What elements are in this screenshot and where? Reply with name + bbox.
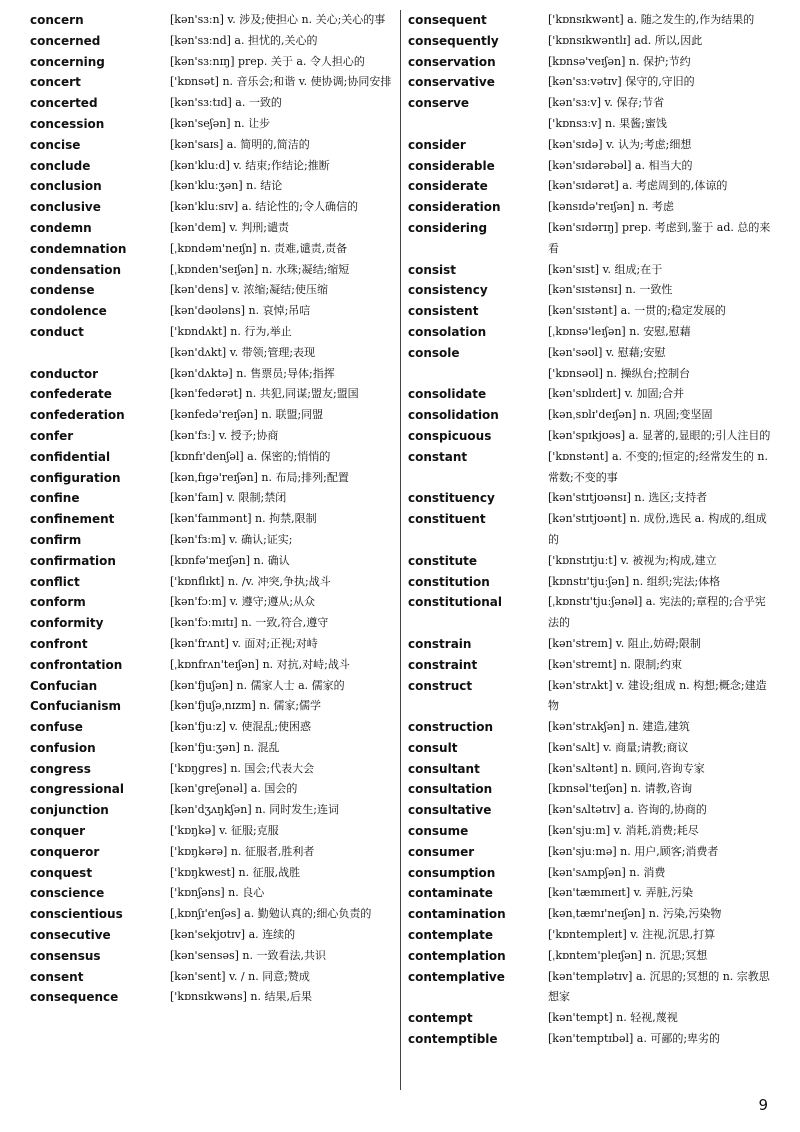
headword: consequent <box>408 13 487 27</box>
dictionary-entry <box>30 904 394 925</box>
definition: [kən'fɔːmɪtɪ] n. 一致,符合,遵守 <box>170 616 329 630</box>
headword: contempt <box>408 1011 473 1026</box>
headword: conflict <box>30 574 80 589</box>
definition: [kən'tæmɪneɪt] v. 弄脏,污染 <box>548 886 694 900</box>
headword: constant <box>408 449 468 464</box>
headword: confidential <box>30 449 111 464</box>
dictionary-entry <box>408 842 772 863</box>
headword: constituency <box>408 491 495 506</box>
dictionary-entry <box>408 405 772 426</box>
dictionary-entry <box>408 10 772 31</box>
dictionary-entry <box>408 717 772 738</box>
definition: [ˌkɒnden'seɪʃən] n. 水珠;凝结;缩短 <box>170 262 350 276</box>
definition: [kən'fedərət] n. 共犯,同谋;盟友;盟国 <box>170 387 359 401</box>
headword: conscientious <box>30 907 123 922</box>
dictionary-entry <box>30 405 394 426</box>
headword: consistency <box>408 283 488 298</box>
definition: [kən'sensəs] n. 一致看法,共识 <box>170 948 326 962</box>
headword: constraint <box>408 657 478 672</box>
definition: [kən'fɜːm] v. 确认;证实; <box>170 532 293 546</box>
dictionary-entry <box>408 135 772 156</box>
dictionary-entry <box>408 655 772 676</box>
dictionary-entry <box>30 156 394 177</box>
dictionary-entry <box>30 655 394 676</box>
headword: concession <box>30 116 105 131</box>
dictionary-entry <box>408 592 772 634</box>
dictionary-entry <box>30 384 394 405</box>
definition: ['kɒŋgres] n. 国会;代表大会 <box>170 761 315 775</box>
headword: conquer <box>30 824 86 839</box>
definition: [kən'sɪdərəbəl] a. 相当大的 <box>548 158 693 172</box>
dictionary-entry <box>30 218 394 239</box>
definition: [ˌkɒntem'pleɪʃən] n. 沉思;冥想 <box>548 948 708 962</box>
dictionary-entry <box>30 135 394 156</box>
definition: ['kɒnsəʊl] n. 操纵台;控制台 <box>548 366 691 380</box>
definition: [kən'dʌkt] v. 带领;管理;表现 <box>170 345 316 359</box>
dictionary-entry <box>30 468 394 489</box>
headword: confusion <box>30 740 96 755</box>
headword: concerning <box>30 54 105 69</box>
column-divider <box>400 10 401 1090</box>
dictionary-entry <box>408 821 772 842</box>
headword: condemn <box>30 220 92 235</box>
definition: [kən'streɪnt] n. 限制;约束 <box>548 657 683 671</box>
dictionary-entry <box>30 197 394 218</box>
dictionary-entry <box>408 488 772 509</box>
definition: [kən'kluːd] v. 结束;作结论;推断 <box>170 158 330 172</box>
dictionary-entry <box>30 842 394 863</box>
definition: [kən'faɪn] v. 限制;禁闭 <box>170 491 287 505</box>
dictionary-entry <box>408 863 772 884</box>
dictionary-entry <box>408 218 772 260</box>
headword: consider <box>408 137 466 152</box>
definition: ['kɒndʌkt] n. 行为,举止 <box>170 324 292 338</box>
definition: [kən'dəʊləns] n. 哀悼;吊唁 <box>170 304 311 318</box>
dictionary-entry <box>30 364 394 385</box>
dictionary-entry <box>30 987 394 1008</box>
definition: [kən'frʌnt] v. 面对;正视;对峙 <box>170 636 318 650</box>
definition: [kən'sɜːn] v. 涉及;使担心 n. 关心;关心的事 <box>170 13 386 26</box>
dictionary-entry <box>408 260 772 281</box>
definition: [kən'sɪdərət] a. 考虑周到的,体谅的 <box>548 179 728 193</box>
definition: [ˌkɒndəm'neɪʃn] n. 责难,谴责,责备 <box>170 241 348 255</box>
headword: concerted <box>30 96 98 111</box>
dictionary-entry <box>30 72 394 93</box>
headword: condense <box>30 283 95 298</box>
headword: contemplate <box>408 928 493 943</box>
dictionary-entry <box>408 738 772 759</box>
dictionary-entry <box>30 863 394 884</box>
definition: [kən'fɔːm] v. 遵守;遵从;从众 <box>170 595 316 609</box>
headword: consolation <box>408 324 487 339</box>
definition: [kən'temptɪbəl] a. 可鄙的;卑劣的 <box>548 1032 721 1046</box>
definition: [kən'streɪn] v. 阻止,妨碍;限制 <box>548 636 701 650</box>
headword: consumer <box>408 844 475 859</box>
dictionary-entry <box>408 52 772 73</box>
headword: conclude <box>30 158 91 173</box>
definition: [kən'stɪtjʊənt] n. 成份,选民 a. 构成的,组成的 <box>548 512 767 546</box>
dictionary-entry <box>30 592 394 613</box>
definition: [ˌkɒnfrʌn'teɪʃən] n. 对抗,对峙;战斗 <box>170 657 350 671</box>
headword: contemplative <box>408 969 505 984</box>
dictionary-entry <box>30 488 394 509</box>
dictionary-entry <box>408 883 772 904</box>
headword: consist <box>408 262 457 277</box>
dictionary-entry <box>30 114 394 135</box>
headword: consecutive <box>30 928 111 943</box>
dictionary-entry <box>30 821 394 842</box>
dictionary-entry <box>408 72 772 93</box>
definition: ['kɒnsət] n. 音乐会;和谐 v. 使协调;协同安排 <box>170 75 392 89</box>
dictionary-entry <box>408 447 772 489</box>
dictionary-entry <box>408 197 772 218</box>
dictionary-entry <box>408 946 772 967</box>
definition: ['kɒnstənt] a. 不变的;恒定的;经常发生的 n. 常数;不变的事 <box>548 449 769 484</box>
definition: [kən'sɜːnɪŋ] prep. 关于 a. 令人担心的 <box>170 54 365 68</box>
dictionary-entry <box>408 343 772 364</box>
definition: ['kɒŋkərə] n. 征服者,胜利者 <box>170 844 315 858</box>
headword: constitute <box>408 553 478 568</box>
headword: conquest <box>30 865 93 880</box>
dictionary-entry <box>30 10 394 31</box>
dictionary-entry <box>408 1029 772 1050</box>
definition: [kən'səʊl] v. 慰藉;安慰 <box>548 345 666 359</box>
headword: contemptible <box>408 1032 498 1047</box>
dictionary-entry <box>408 280 772 301</box>
headword: confederate <box>30 387 112 402</box>
headword: consult <box>408 740 458 755</box>
definition: [kən'dem] v. 判刑;谴责 <box>170 220 289 234</box>
headword: concert <box>30 75 81 90</box>
headword: Confucian <box>30 678 98 693</box>
dictionary-entry <box>30 52 394 73</box>
headword: consumption <box>408 865 496 880</box>
definition: [kɒnsə'veɪʃən] n. 保护;节约 <box>548 54 691 68</box>
dictionary-entry <box>30 613 394 634</box>
dictionary-entry <box>30 31 394 52</box>
headword: conspicuous <box>408 428 492 443</box>
headword: consultation <box>408 782 493 797</box>
dictionary-entry <box>408 676 772 718</box>
definition: [kən'sɜːnd] a. 担忧的,关心的 <box>170 33 318 47</box>
definition: [kən'sent] v. / n. 同意;赞成 <box>170 969 310 983</box>
headword: consensus <box>30 948 101 963</box>
definition: ['kɒnsɪkwənt] a. 随之发生的,作为结果的 <box>548 13 755 26</box>
dictionary-entry <box>408 322 772 343</box>
headword: confrontation <box>30 657 123 672</box>
dictionary-entry <box>408 779 772 800</box>
dictionary-entry <box>408 93 772 114</box>
headword: confront <box>30 636 88 651</box>
headword: conservative <box>408 75 495 90</box>
headword: construct <box>408 678 473 693</box>
definition: [kən'strʌkʃən] n. 建造,建筑 <box>548 720 690 734</box>
definition: [kən'fɜː] v. 授予;协商 <box>170 428 279 442</box>
definition: ['kɒnsɜːv] n. 果酱;蜜饯 <box>548 116 667 130</box>
headword: Confucianism <box>30 699 121 714</box>
headword: consequence <box>30 990 119 1005</box>
headword: consultant <box>408 761 480 776</box>
headword: confinement <box>30 512 115 527</box>
dictionary-entry <box>408 759 772 780</box>
headword: contaminate <box>408 886 493 901</box>
dictionary-entry <box>408 572 772 593</box>
headword: constitution <box>408 574 490 589</box>
definition: [kən'sɪstənt] a. 一贯的;稳定发展的 <box>548 304 726 318</box>
headword: consume <box>408 824 469 839</box>
headword: conform <box>30 595 86 610</box>
dictionary-entry <box>408 31 772 52</box>
headword: concise <box>30 137 81 152</box>
dictionary-entry <box>408 1008 772 1029</box>
headword: constitutional <box>408 595 503 610</box>
definition: [kən'strʌkt] v. 建设;组成 n. 构想;概念;建造物 <box>548 678 767 713</box>
definition: [kən'spɪkjʊəs] a. 显著的,显眼的;引人注目的 <box>548 428 771 442</box>
dictionary-entry <box>30 967 394 988</box>
definition: ['kɒnstɪtjuːt] v. 被视为;构成,建立 <box>548 553 717 567</box>
headword: conqueror <box>30 844 100 859</box>
definition: [kən'greʃənəl] a. 国会的 <box>170 782 298 796</box>
headword: condemnation <box>30 241 127 256</box>
dictionary-entry <box>30 280 394 301</box>
headword: considerate <box>408 179 488 194</box>
definition: [kən'saɪs] a. 简明的,简洁的 <box>170 137 310 151</box>
dictionary-entry <box>408 634 772 655</box>
dictionary-entry <box>408 509 772 551</box>
definition: ['kɒŋkwest] n. 征服,战胜 <box>170 865 301 879</box>
definition: [kən'dens] v. 浓缩;凝结;使压缩 <box>170 283 328 297</box>
definition: [kən'templətɪv] a. 沉思的;冥想的 n. 宗教思想家 <box>548 969 770 1004</box>
headword: conservation <box>408 54 496 69</box>
dictionary-entry <box>30 883 394 904</box>
definition: [kənˌfɪɡə'reɪʃən] n. 布局;排列;配置 <box>170 470 349 484</box>
definition: [kən'sjuːm] v. 消耗,消费;耗尽 <box>548 824 699 838</box>
definition: [kən'sʌlt] v. 商量;请教;商议 <box>548 740 689 754</box>
dictionary-entry <box>30 239 394 260</box>
headword: confederation <box>30 408 125 423</box>
definition: [kən'sɪstənsɪ] n. 一致性 <box>548 283 673 297</box>
definition: [kən'sɪdərɪŋ] prep. 考虑到,鉴于 ad. 总的来看 <box>548 220 771 255</box>
headword: conduct <box>30 324 84 339</box>
right-column <box>408 10 772 1050</box>
headword: consent <box>30 969 84 984</box>
definition: [kən'sɪdə] v. 认为;考虑;细想 <box>548 137 692 151</box>
definition: [kən'dʒʌŋkʃən] n. 同时发生;连词 <box>170 803 339 817</box>
definition: ['kɒŋkə] v. 征服;克服 <box>170 824 279 838</box>
headword: contamination <box>408 907 506 922</box>
headword: conductor <box>30 366 99 381</box>
definition: [kən'tempt] n. 轻视,蔑视 <box>548 1011 678 1025</box>
definition: [kən'fjuʃəˌnɪzm] n. 儒家;儒学 <box>170 699 322 713</box>
headword: consistent <box>408 304 479 319</box>
dictionary-entry <box>30 717 394 738</box>
dictionary-entry <box>30 759 394 780</box>
headword: consolidate <box>408 387 487 402</box>
headword: consideration <box>408 200 501 215</box>
dictionary-entry <box>408 925 772 946</box>
headword: congress <box>30 761 91 776</box>
dictionary-entry <box>30 738 394 759</box>
definition: [kən'seʃən] n. 让步 <box>170 116 271 130</box>
definition: [kən'sɒlɪdeɪt] v. 加固;合并 <box>548 387 685 401</box>
dictionary-entry <box>408 904 772 925</box>
definition: [kənfedə'reɪʃən] n. 联盟;同盟 <box>170 408 324 422</box>
dictionary-entry <box>30 447 394 468</box>
definition: [kən'sɜːtɪd] a. 一致的 <box>170 96 282 110</box>
definition: [kən'sʌltənt] n. 顾问,咨询专家 <box>548 761 705 775</box>
definition: ['kɒntempleɪt] v. 注视,沉思,打算 <box>548 928 716 942</box>
headword: concern <box>30 13 84 27</box>
headword: confine <box>30 491 80 506</box>
headword: constrain <box>408 636 472 651</box>
headword: consultative <box>408 803 492 818</box>
dictionary-entry <box>30 509 394 530</box>
headword: constituent <box>408 512 486 527</box>
dictionary-entry <box>408 364 772 385</box>
headword: conformity <box>30 616 104 631</box>
definition: [kən'fjuʃən] n. 儒家人士 a. 儒家的 <box>170 678 345 692</box>
definition: ['kɒnʃəns] n. 良心 <box>170 886 265 900</box>
headword: confuse <box>30 720 83 735</box>
headword: console <box>408 345 460 360</box>
dictionary-entry <box>30 301 394 322</box>
definition: [kən'fjuːz] v. 使混乱;使困惑 <box>170 720 312 734</box>
dictionary-entry <box>408 800 772 821</box>
definition: [kən'sekjʊtɪv] a. 连续的 <box>170 928 296 942</box>
definition: [kən'faɪnmənt] n. 拘禁,限制 <box>170 512 317 526</box>
dictionary-entry <box>30 800 394 821</box>
definition: [kən'kluːsɪv] a. 结论性的;令人确信的 <box>170 200 358 214</box>
dictionary-entry <box>30 176 394 197</box>
headword: condensation <box>30 262 122 277</box>
dictionary-entry <box>408 384 772 405</box>
definition: [ˌkɒnstɪ'tjuːʃənəl] a. 宪法的;章程的;合乎宪法的 <box>548 595 766 630</box>
definition: [kənˌtæmɪ'neɪʃən] n. 污染,污染物 <box>548 907 722 921</box>
headword: configuration <box>30 470 121 485</box>
headword: congressional <box>30 782 124 797</box>
dictionary-entry <box>30 530 394 551</box>
dictionary-entry <box>30 696 394 717</box>
dictionary-entry <box>30 343 394 364</box>
headword: condolence <box>30 304 107 319</box>
definition: ['kɒnsɪkwəns] n. 结果,后果 <box>170 990 312 1004</box>
definition: [kənsɪdə'reɪʃən] n. 考虑 <box>548 200 675 214</box>
definition: [kən'sʌltətɪv] a. 咨询的,协商的 <box>548 803 707 817</box>
definition: [kən'kluːʒən] n. 结论 <box>170 179 283 193</box>
headword: conjunction <box>30 803 109 818</box>
definition: [kən'sɜːvətɪv] 保守的,守旧的 <box>548 75 695 89</box>
definition: ['kɒnsɪkwəntlɪ] ad. 所以,因此 <box>548 33 703 47</box>
dictionary-entry <box>30 779 394 800</box>
headword: construction <box>408 720 493 735</box>
dictionary-entry <box>30 676 394 697</box>
dictionary-entry <box>408 114 772 135</box>
dictionary-entry <box>408 426 772 447</box>
definition: [kən'sjuːmə] n. 用户,顾客;消费者 <box>548 844 719 858</box>
dictionary-entry <box>30 572 394 593</box>
headword: conscience <box>30 886 105 901</box>
definition: [kənˌsɒlɪ'deɪʃən] n. 巩固;变坚固 <box>548 408 713 422</box>
definition: [kɒnstɪ'tjuːʃən] n. 组织;宪法;体格 <box>548 574 721 588</box>
dictionary-entry <box>408 176 772 197</box>
definition: [kən'sɪst] v. 组成;在于 <box>548 262 663 276</box>
dictionary-entry <box>30 946 394 967</box>
headword: conserve <box>408 96 470 111</box>
dictionary-entry <box>408 551 772 572</box>
headword: conclusive <box>30 200 101 215</box>
definition: [ˌkɒnʃɪ'enʃəs] a. 勤勉认真的;细心负责的 <box>170 907 372 921</box>
definition: [kən'fjuːʒən] n. 混乱 <box>170 740 280 754</box>
definition: [kən'sʌmpʃən] n. 消费 <box>548 865 666 879</box>
headword: consequently <box>408 33 499 48</box>
headword: consolidation <box>408 408 499 423</box>
dictionary-entry <box>408 301 772 322</box>
definition: [kɒnfə'meɪʃən] n. 确认 <box>170 553 290 567</box>
definition: [ˌkɒnsə'leɪʃən] n. 安慰,慰藉 <box>548 324 691 338</box>
headword: considering <box>408 220 488 235</box>
dictionary-entry <box>30 322 394 343</box>
definition: [kɒnsəl'teɪʃən] n. 请教,咨询 <box>548 782 693 796</box>
definition: [kən'stɪtjʊənsɪ] n. 选区;支持者 <box>548 491 708 505</box>
dictionary-entry <box>408 156 772 177</box>
headword: contemplation <box>408 948 506 963</box>
left-column <box>30 10 394 1008</box>
dictionary-entry <box>30 634 394 655</box>
dictionary-entry <box>30 93 394 114</box>
headword: concerned <box>30 33 101 48</box>
definition: [kən'sɜːv] v. 保存;节省 <box>548 96 665 110</box>
dictionary-entry <box>30 551 394 572</box>
headword: confirm <box>30 532 82 547</box>
definition: ['kɒnflɪkt] n. /v. 冲突,争执;战斗 <box>170 574 331 588</box>
headword: conclusion <box>30 179 102 194</box>
headword: considerable <box>408 158 495 173</box>
dictionary-entry <box>30 925 394 946</box>
dictionary-entry <box>30 260 394 281</box>
headword: confer <box>30 428 74 443</box>
dictionary-entry <box>30 426 394 447</box>
headword: confirmation <box>30 553 116 568</box>
definition: [kɒnfɪ'denʃəl] a. 保密的;悄悄的 <box>170 449 331 463</box>
page-number: 9 <box>758 1096 768 1114</box>
definition: [kən'dʌktə] n. 售票员;导体;指挥 <box>170 366 335 380</box>
dictionary-entry <box>408 967 772 1009</box>
